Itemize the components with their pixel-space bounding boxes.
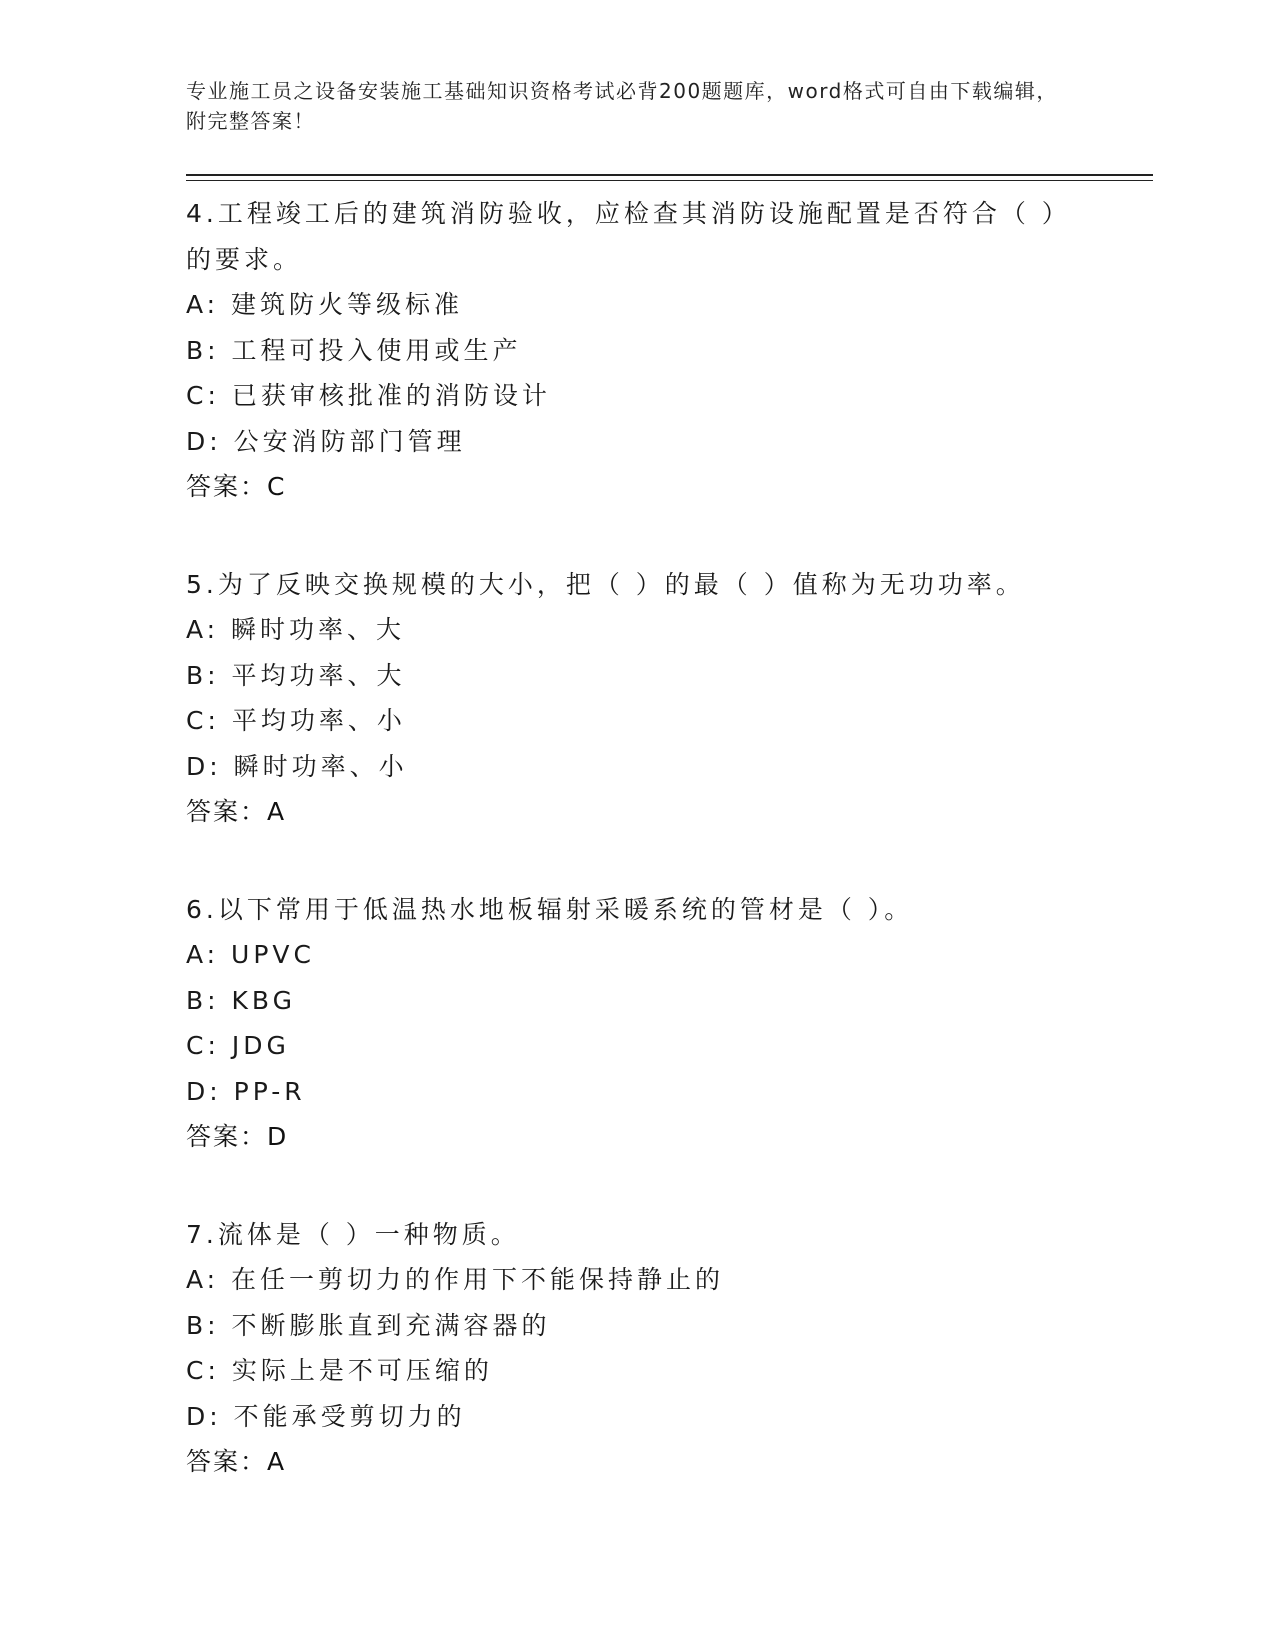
question-stem: 4.工程竣工后的建筑消防验收，应检查其消防设施配置是否符合（ ）的要求。 <box>186 199 1059 274</box>
option-d: D: PP-R <box>186 1076 306 1106</box>
question-stem: 7.流体是（ ）一种物质。 <box>186 1219 520 1249</box>
answer-line: 答案：A <box>186 1447 287 1476</box>
question-item <box>186 191 1146 510</box>
question-item <box>186 1212 1146 1485</box>
option-c: C: 平均功率、小 <box>186 706 406 735</box>
question-stem: 5.为了反映交换规模的大小，把（ ）的最（ ）值称为无功功率。 <box>186 569 1025 599</box>
option-c: C: 实际上是不可压缩的 <box>186 1356 493 1385</box>
header-divider-thick <box>186 174 1153 176</box>
option-b: B: 不断膨胀直到充满容器的 <box>186 1310 551 1340</box>
option-a: A: 建筑防火等级标准 <box>186 290 464 319</box>
option-c: C: JDG <box>186 1031 290 1060</box>
question-stem: 6.以下常用于低温热水地板辐射采暖系统的管材是（ ）。 <box>186 894 914 924</box>
question-item <box>186 887 1146 1160</box>
question-item <box>186 562 1146 835</box>
header-divider-thin <box>186 180 1153 181</box>
option-b: B: 平均功率、大 <box>186 660 406 690</box>
option-d: D: 不能承受剪切力的 <box>186 1401 466 1431</box>
option-a: A: 在任一剪切力的作用下不能保持静止的 <box>186 1265 725 1294</box>
option-a: A: 瞬时功率、大 <box>186 615 406 644</box>
option-d: D: 公安消防部门管理 <box>186 426 466 456</box>
answer-line: 答案：C <box>186 472 287 501</box>
answer-line: 答案：D <box>186 1122 289 1151</box>
option-d: D: 瞬时功率、小 <box>186 751 408 781</box>
option-b: B: KBG <box>186 985 296 1015</box>
option-a: A: UPVC <box>186 940 315 969</box>
option-c: C: 已获审核批准的消防设计 <box>186 381 551 410</box>
document-header: 专业施工员之设备安装施工基础知识资格考试必背200题题库，word格式可自由下载编辑，附完整答案！ <box>186 79 1058 133</box>
answer-line: 答案：A <box>186 797 287 826</box>
option-b: B: 工程可投入使用或生产 <box>186 335 522 365</box>
question-list <box>186 191 1146 1537</box>
